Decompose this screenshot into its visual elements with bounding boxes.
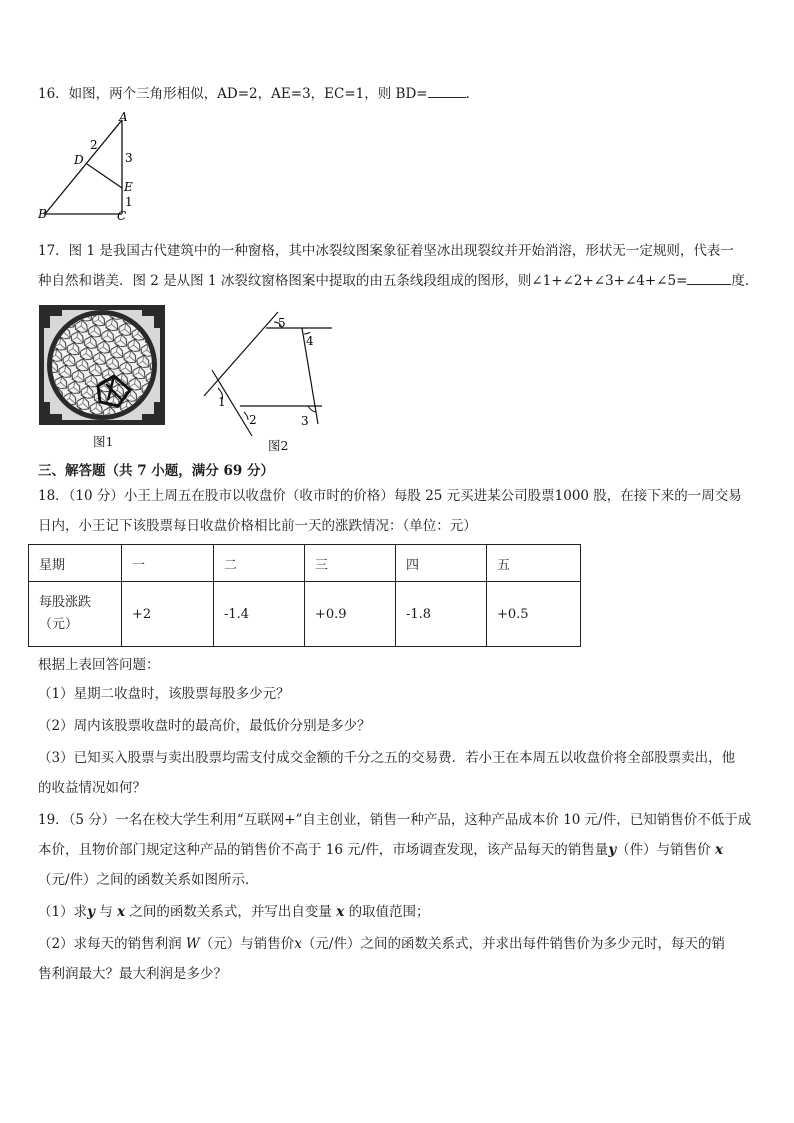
table-value: +2 — [122, 582, 214, 647]
angle-label-1: 1 — [218, 395, 226, 409]
label-d: D — [74, 153, 84, 167]
q19-sub2-line1: （2）求每天的销售利润 W（元）与销售价x（元/件）之间的函数关系式，并求出每件销售价为多少元时，每天的销 — [38, 936, 725, 952]
q18-line2: 日内，小王记下该股票每日收盘价格相比前一天的涨跌情况：（单位：元） — [38, 518, 477, 534]
angle-arc-2 — [244, 412, 248, 420]
label-ae-length: 3 — [125, 151, 133, 165]
table-day: 一 — [122, 545, 214, 582]
q17-line1: 17．图 1 是我国古代建筑中的一种窗格，其中冰裂纹图案象征着坚冰出现裂纹并开始消溶，形状无一定规则，代表一 — [38, 243, 734, 259]
q16-triangle-figure — [30, 108, 140, 223]
label-a: A — [119, 110, 128, 124]
label-b: B — [38, 207, 47, 221]
table-day: 三 — [305, 545, 396, 582]
section-3-heading: 三、解答题（共 7 小题，满分 69 分） — [38, 463, 274, 479]
table-header-label: 星期 — [29, 545, 122, 582]
q19-line1: 19．（5 分）一名在校大学生利用“互联网+”自主创业，销售一种产品，这种产品成本价 10 元/件，已知销售价不低于成 — [38, 812, 752, 828]
table-value: +0.5 — [487, 582, 581, 647]
table-row-values — [29, 582, 581, 647]
q18-sub3-line2: 的收益情况如何？ — [38, 780, 146, 796]
q18-sub2: （2）周内该股票收盘时的最高价，最低价分别是多少？ — [38, 718, 371, 734]
label-ec-length: 1 — [125, 195, 133, 209]
answer-blank — [428, 83, 466, 98]
fig2-caption: 图2 — [268, 438, 289, 453]
label-e: E — [124, 180, 133, 194]
angle-label-4: 4 — [306, 334, 314, 348]
table-day: 五 — [487, 545, 581, 582]
answer-blank — [687, 270, 731, 285]
q18-sub3-line1: （3）已知买入股票与卖出股票均需支付成交金额的千分之五的交易费．若小王在本周五以收盘价将全部股票卖出，他 — [38, 750, 736, 766]
q19-line2: 本价，且物价部门规定这种产品的销售价不高于 16 元/件，市场调查发现，该产品每天的销售量y（件）与销售价 x — [38, 842, 724, 858]
label-ad-length: 2 — [90, 138, 98, 152]
ice-crack-window-figure — [38, 304, 168, 428]
table-day: 四 — [396, 545, 487, 582]
q18-sub1: （1）星期二收盘时，该股票每股多少元？ — [38, 686, 290, 702]
angle-label-5: 5 — [278, 316, 286, 330]
angle-label-3: 3 — [301, 414, 309, 428]
table-value: -1.4 — [214, 582, 305, 647]
table-day: 二 — [214, 545, 305, 582]
side-ab — [45, 120, 122, 214]
fig1-caption: 图1 — [93, 434, 114, 449]
q19-sub2-line2: 售利润最大？最大利润是多少？ — [38, 966, 227, 982]
segment-de — [87, 164, 122, 188]
q17-line2: 种自然和谐美．图 2 是从图 1 冰裂纹窗格图案中提取的由五条线段组成的图形，则∠1+∠2+∠3+∠4+∠5= 度． — [38, 270, 758, 291]
angle-label-2: 2 — [249, 413, 257, 427]
stock-change-table — [28, 544, 581, 647]
five-segment-figure — [198, 308, 338, 440]
table-value: +0.9 — [305, 582, 396, 647]
table-row-label: 每股涨跌 （元） — [29, 582, 122, 647]
q16-text: 16．如图，两个三角形相似，AD=2，AE=3，EC=1，则 BD= ． — [38, 83, 479, 104]
q18-line1: 18．（10 分）小王上周五在股市以收盘价（收市时的价格）每股 25 元买进某公司股票1000 股，在接下来的一周交易 — [38, 488, 742, 504]
label-c: C — [117, 209, 127, 223]
ice-crack-pattern — [52, 315, 152, 415]
table-value: -1.8 — [396, 582, 487, 647]
q19-line3: （元/件）之间的函数关系如图所示． — [38, 872, 259, 888]
table-row-header — [29, 545, 581, 582]
segment-long-slant — [204, 312, 278, 396]
q18-prompt: 根据上表回答问题： — [38, 657, 160, 673]
q19-sub1: （1）求y 与 x 之间的函数关系式，并写出自变量 x 的取值范围； — [38, 904, 430, 920]
